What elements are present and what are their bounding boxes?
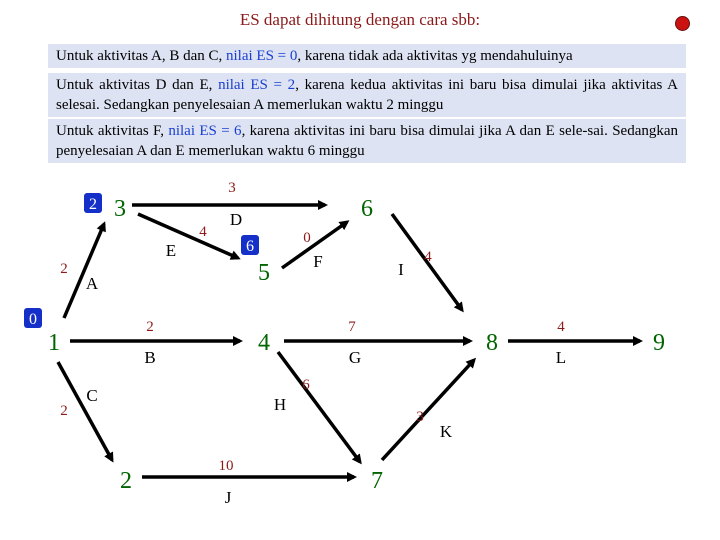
box-text: , karena kedua aktivitas ini baru bisa dimulai jika aktivitas A selesai. Sedangkan penyelesaian A memerlukan waktu 2 minggu <box>56 77 679 113</box>
duration-A: 2 <box>60 261 68 277</box>
arrow-E <box>138 214 238 258</box>
activity-F: F <box>313 252 323 271</box>
es-badge-n5-label: 6 <box>246 238 254 255</box>
node-9: 9 <box>653 330 665 356</box>
activity-D: D <box>229 210 243 229</box>
duration-J: 10 <box>218 458 234 474</box>
node-6: 6 <box>361 196 373 222</box>
duration-C: 2 <box>60 403 68 419</box>
box-text: , karena tidak ada aktivitas yg mendahuluinya <box>297 48 573 64</box>
activity-B: B <box>144 348 156 367</box>
arrow-A <box>64 224 104 318</box>
arrow-H <box>278 352 360 462</box>
duration-E: 4 <box>199 224 207 240</box>
activity-A: A <box>85 274 99 293</box>
duration-H: 6 <box>302 377 310 393</box>
activity-C: C <box>86 386 98 405</box>
box-text: Untuk aktivitas D dan E, <box>56 77 219 93</box>
node-1: 1 <box>48 330 60 356</box>
activity-I: I <box>398 260 404 279</box>
box-highlight: nilai ES = 0 <box>226 48 298 64</box>
es-badge-n3-label: 2 <box>89 196 97 213</box>
activity-H: H <box>273 395 287 414</box>
node-7: 7 <box>371 468 383 494</box>
box-text: Untuk aktivitas F, <box>56 123 169 139</box>
node-4: 4 <box>258 330 270 356</box>
duration-D: 3 <box>228 180 236 196</box>
duration-L: 4 <box>557 319 565 335</box>
slide-title: ES dapat dihitung dengan cara sbb: <box>239 10 481 29</box>
box-highlight: nilai ES = 2 <box>218 77 296 93</box>
duration-K: 3 <box>416 409 424 425</box>
activity-E: E <box>165 241 177 260</box>
activity-G: G <box>348 348 362 367</box>
arrow-K <box>382 360 474 460</box>
node-5: 5 <box>258 260 270 286</box>
box-text: Untuk aktivitas A, B dan C, <box>56 48 226 64</box>
es-badge-n1-label: 0 <box>29 311 37 328</box>
box-highlight: nilai ES = 6 <box>168 123 242 139</box>
activity-J: J <box>224 488 232 507</box>
node-2: 2 <box>120 468 132 494</box>
duration-G: 7 <box>348 319 356 335</box>
activity-K: K <box>439 422 453 441</box>
node-3: 3 <box>114 196 126 222</box>
activity-L: L <box>555 348 567 367</box>
node-8: 8 <box>486 330 498 356</box>
duration-B: 2 <box>146 319 154 335</box>
duration-F: 0 <box>303 230 311 246</box>
duration-I: 4 <box>424 249 432 265</box>
box-text: , karena aktivitas ini baru bisa dimulai jika A dan E sele-sai. Sedangkan penyelesaian A dan E memerlukan waktu 6 minggu <box>56 123 679 159</box>
